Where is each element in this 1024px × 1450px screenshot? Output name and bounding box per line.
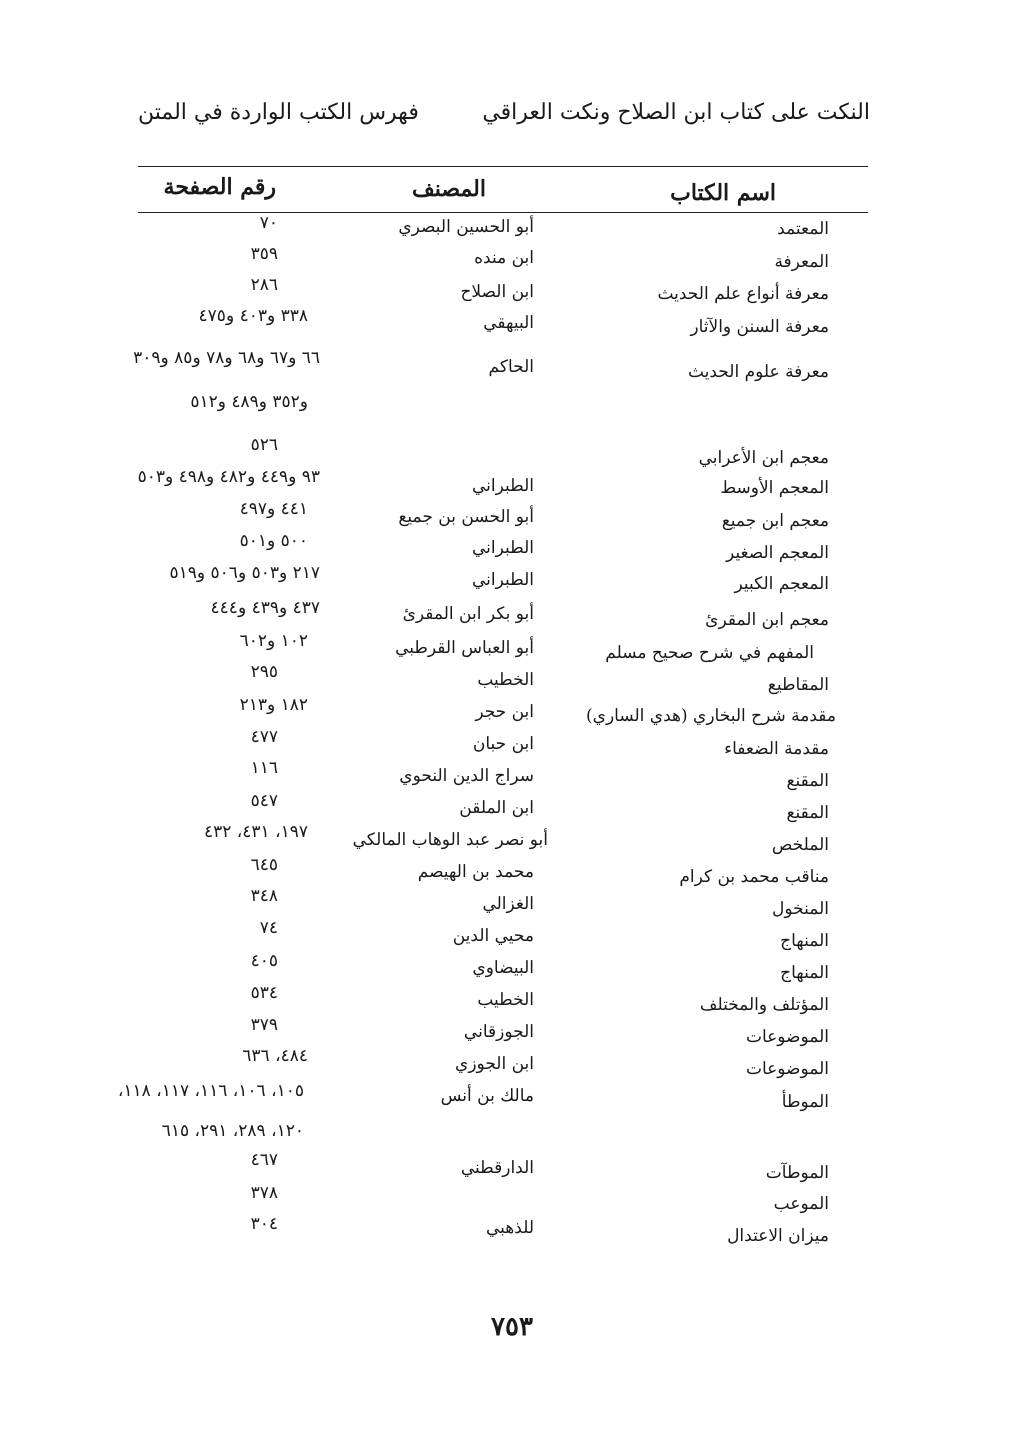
book-title-cell: معجم ابن المقرئ	[705, 610, 829, 630]
book-title-cell: المعتمد	[777, 219, 829, 239]
column-header-author: المصنف	[411, 176, 486, 202]
book-title-cell: الموطآت	[765, 1163, 829, 1183]
book-title-cell: المقنع	[786, 771, 829, 791]
author-cell: ابن حبان	[472, 734, 534, 754]
book-title-cell: المفهم في شرح صحيح مسلم	[605, 643, 814, 663]
page-cell: ٧٠	[259, 213, 278, 233]
author-cell: مالك بن أنس	[440, 1086, 534, 1106]
book-title-cell: معرفة أنواع علم الحديث	[657, 284, 829, 304]
column-header-rule	[138, 212, 868, 213]
author-cell: الحاكم	[488, 357, 534, 377]
author-cell: أبو الحسن بن جميع	[398, 507, 534, 527]
author-cell: محيي الدين	[452, 926, 534, 946]
page-cell: ٤٧٧	[250, 727, 278, 747]
running-header	[138, 100, 870, 140]
page-cell: ٣٠٤	[250, 1214, 278, 1234]
author-cell: سراج الدين النحوي	[399, 766, 534, 786]
page-number: ٧٥٣	[491, 1312, 533, 1342]
page-cell: ١٨٢ و٢١٣	[239, 695, 308, 715]
book-title-cell: مقدمة الضعفاء	[724, 739, 829, 759]
section-title: فهرس الكتب الواردة في المتن	[138, 100, 419, 125]
page-cell: ٣٤٨	[250, 886, 278, 906]
author-cell: ابن الجوزي	[455, 1054, 534, 1074]
book-title-cell: المعجم الأوسط	[720, 478, 829, 498]
book-title-cell: معجم ابن الأعرابي	[698, 448, 829, 468]
author-cell: الدارقطني	[460, 1158, 534, 1178]
page-cell: ٤٣٧ و٤٣٩ و٤٤٤	[210, 598, 320, 618]
book-title-cell: الموطأ	[781, 1092, 829, 1112]
book-title-cell: ميزان الاعتدال	[727, 1226, 829, 1246]
page-cell: ١٠٢ و٦٠٢	[239, 631, 308, 651]
author-cell: البيهقي	[483, 313, 534, 333]
book-title-cell: الموعب	[773, 1194, 829, 1214]
author-cell: أبو نصر عبد الوهاب المالكي	[352, 830, 548, 850]
column-header-page: رقم الصفحة	[163, 174, 276, 200]
author-cell: أبو الحسين البصري	[398, 217, 534, 237]
author-cell: الطبراني	[472, 476, 534, 496]
page-cell: ٣٧٨	[250, 1183, 278, 1203]
book-title-cell: المعرفة	[774, 252, 829, 272]
book-title-cell: المقنع	[786, 803, 829, 823]
book-title-cell: معرفة علوم الحديث	[687, 362, 829, 382]
page-cell: ٣٧٩	[250, 1015, 278, 1035]
book-title: النكت على كتاب ابن الصلاح ونكت العراقي	[482, 100, 870, 125]
author-cell: ابن الملقن	[459, 798, 534, 818]
page-cell: ٥٣٤	[250, 983, 278, 1003]
book-title-cell: مقدمة شرح البخاري (هدي الساري)	[586, 706, 836, 726]
author-cell: أبو العباس القرطبي	[395, 638, 534, 658]
page-cell: ٤٠٥	[250, 951, 278, 971]
page-cell: ٥٢٦	[250, 435, 278, 455]
page-cell: ٥٤٧	[250, 791, 278, 811]
page-cell: ٣٥٩	[250, 244, 278, 264]
book-title-cell: الملخص	[771, 835, 829, 855]
author-cell: الطبراني	[472, 538, 534, 558]
author-cell: الطبراني	[472, 570, 534, 590]
author-cell: الجوزقاني	[463, 1022, 534, 1042]
author-cell: الغزالي	[482, 894, 534, 914]
book-title-cell: المنهاج	[780, 963, 829, 983]
page-cell: ٣٣٨ و٤٠٣ و٤٧٥	[198, 306, 308, 326]
author-cell: الخطيب	[477, 990, 534, 1010]
page-cell: ٧٤	[259, 918, 278, 938]
author-cell: محمد بن الهيصم	[417, 862, 534, 882]
header-rule	[138, 166, 868, 167]
page-cell: ٢٩٥	[250, 662, 278, 682]
page-cell: ٩٣ و٤٤٩ و٤٨٢ و٤٩٨ و٥٠٣	[137, 467, 320, 487]
book-title-cell: المنهاج	[780, 931, 829, 951]
page-cell: و٣٥٢ و٤٨٩ و٥١٢	[190, 392, 308, 412]
book-title-cell: معرفة السنن والآثار	[690, 317, 829, 337]
book-title-cell: الموضوعات	[745, 1027, 829, 1047]
book-title-cell: المعجم الصغير	[726, 543, 829, 563]
book-title-cell: معجم ابن جميع	[721, 511, 829, 531]
book-title-cell: المعجم الكبير	[734, 574, 829, 594]
page-cell: ١١٦	[250, 758, 278, 778]
page-cell: ١٢٠، ٢٨٩، ٢٩١، ٦١٥	[161, 1121, 304, 1141]
page-cell: ٤٤١ و٤٩٧	[239, 499, 308, 519]
book-title-cell: الموضوعات	[745, 1059, 829, 1079]
author-cell: ابن منده	[474, 248, 534, 268]
book-title-cell: مناقب محمد بن كرام	[679, 867, 829, 887]
column-header-title: اسم الكتاب	[670, 180, 776, 206]
page-cell: ٢٨٦	[250, 275, 278, 295]
page-cell: ٦٤٥	[250, 855, 278, 875]
author-cell: ابن الصلاح	[460, 282, 534, 302]
author-cell: للذهبي	[486, 1218, 534, 1238]
author-cell: أبو بكر ابن المقرئ	[402, 604, 534, 624]
page-cell: ٢١٧ و٥٠٣ و٥٠٦ و٥١٩	[169, 563, 320, 583]
page-cell: ١٩٧، ٤٣١، ٤٣٢	[204, 822, 308, 842]
page-cell: ٤٦٧	[250, 1150, 278, 1170]
author-cell: ابن حجر	[475, 702, 534, 722]
page-cell: ٤٨٤، ٦٣٦	[242, 1046, 308, 1066]
page-cell: ٦٦ و٦٧ و٦٨ و٧٨ و٨٥ و٣٠٩	[133, 348, 320, 368]
book-title-cell: المقاطيع	[767, 675, 829, 695]
author-cell: الخطيب	[477, 670, 534, 690]
page-cell: ١٠٥، ١٠٦، ١١٦، ١١٧، ١١٨،	[117, 1081, 304, 1101]
book-title-cell: المنخول	[772, 899, 829, 919]
author-cell: البيضاوي	[472, 958, 534, 978]
book-title-cell: المؤتلف والمختلف	[699, 995, 829, 1015]
page-cell: ٥٠٠ و٥٠١	[239, 531, 308, 551]
